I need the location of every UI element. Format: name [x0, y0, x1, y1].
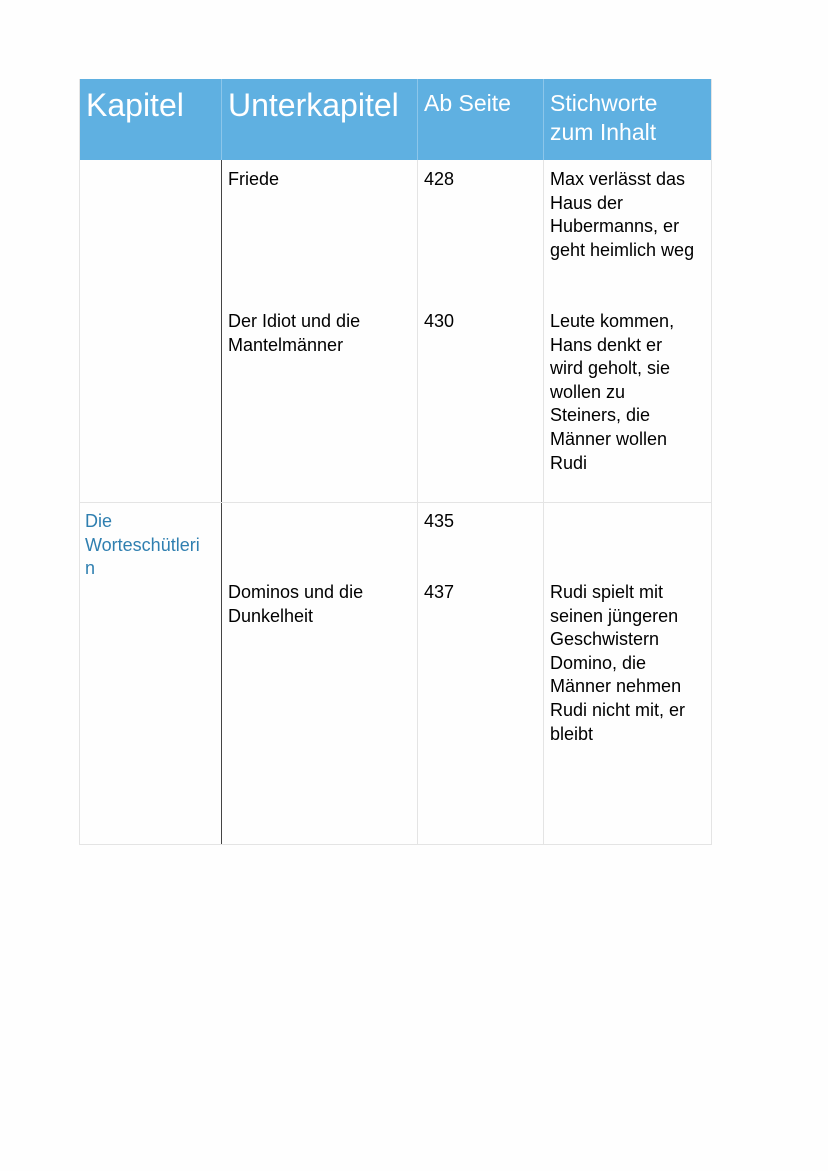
table-cell-kapitel: Die Worteschütleri n: [85, 511, 200, 579]
table-cell-inhalt: Max verlässt das Haus der Hubermanns, er geht heimlich weg: [550, 169, 695, 260]
table-cell-unterkapitel: Friede: [228, 169, 280, 189]
table-cell-inhalt: Leute kommen, Hans denkt er wird geholt, sie wollen zu Steiners, die Männer wollen Rudi: [550, 311, 675, 473]
header-divider: [543, 79, 544, 160]
table-cell-unterkapitel: Der Idiot und die Mantelmänner: [228, 311, 361, 355]
table-header: [79, 79, 712, 160]
header-kapitel: Kapitel: [86, 87, 184, 123]
table-cell-inhalt: Rudi spielt mit seinen jüngeren Geschwistern Domino, die Männer nehmen Rudi nicht mit, er bleibt: [550, 582, 686, 744]
table-cell-seite: 437: [424, 582, 455, 602]
table-cell-seite: 430: [424, 311, 455, 331]
chapter-table: [79, 79, 712, 845]
header-unterkapitel: Unterkapitel: [228, 87, 399, 123]
row-divider: [79, 502, 712, 503]
table-border-bottom: [79, 844, 712, 845]
header-divider: [417, 79, 418, 160]
header-ab-seite: Ab Seite: [424, 90, 511, 116]
table-border-right: [711, 79, 712, 845]
table-border-left: [79, 79, 80, 845]
table-cell-seite: 435: [424, 511, 455, 531]
header-stichworte: Stichworte zum Inhalt: [550, 90, 658, 145]
header-divider: [221, 79, 222, 160]
table-cell-seite: 428: [424, 169, 455, 189]
table-cell-unterkapitel: Dominos und die Dunkelheit: [228, 582, 364, 626]
